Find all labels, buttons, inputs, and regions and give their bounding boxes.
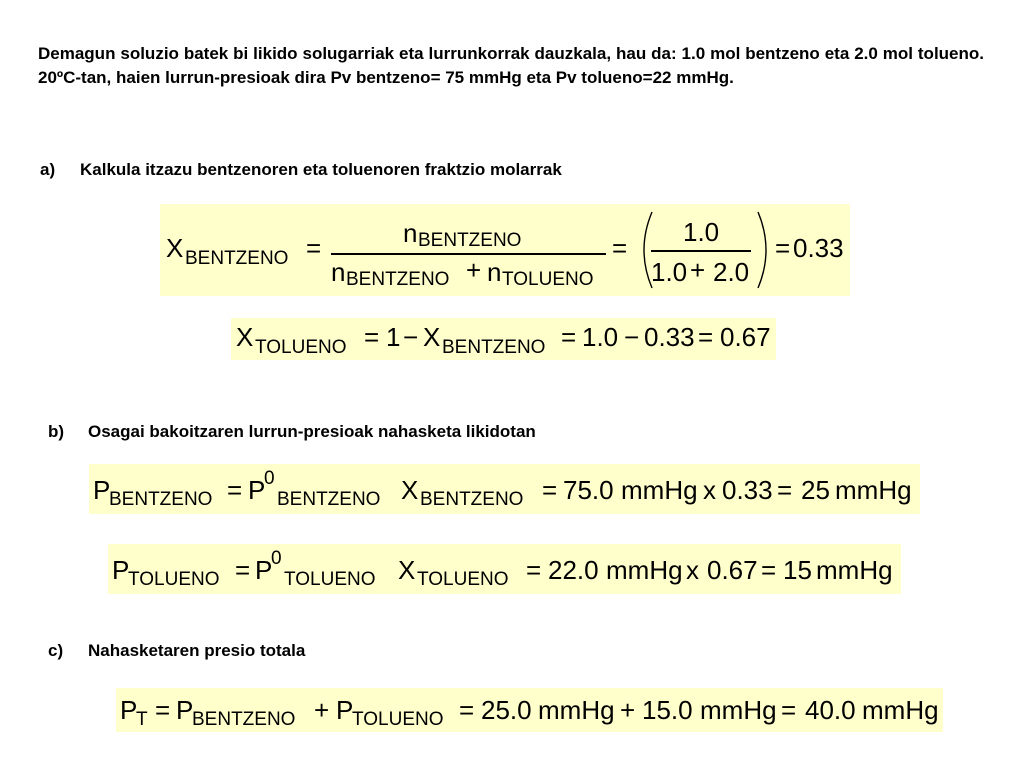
eq1-equals-3: = [775,233,791,263]
eq4-times: x [686,555,699,585]
eq4-p0: P [255,555,273,585]
section-a-title: Kalkula itzazu bentzenoren eta toluenoren fraktzio molarrak [80,160,562,179]
eq5-pt-subscript: TOLUENO [352,709,444,730]
eq3-equals-3: = [777,475,793,505]
eq1-number-fraction-bar [651,250,751,252]
eq4-value: 22.0 [548,555,599,585]
eq4-result: 15 [783,555,812,585]
eq1-fraction-denominator-a: 1.0 [651,257,688,287]
section-c-marker: c) [48,641,64,660]
eq1-x: X [166,233,184,263]
eq4-x-subscript: TOLUENO [417,569,509,590]
eq3-fraction: 0.33 [722,475,773,505]
eq4-result-unit: mmHg [816,555,893,585]
eq3-equals-1: = [227,475,243,505]
eq3-p0-subscript: BENTZENO [277,489,381,510]
equation-mole-fraction-benzene [160,204,850,296]
eq5-equals-1: = [155,695,171,725]
eq1-denominator-n2: n [487,257,502,287]
eq4-unit: mmHg [606,555,683,585]
eq3-x-subscript: BENTZENO [420,489,524,510]
eq4-fraction: 0.67 [707,555,758,585]
eq1-fraction-numerator: 1.0 [683,217,720,247]
eq5-b-unit: mmHg [700,695,777,725]
eq1-fraction-plus: + [690,255,706,285]
section-b-marker: b) [48,422,65,441]
eq2-equals-1: = [364,322,380,352]
eq1-denominator-n1: n [331,257,346,287]
eq5-pt: P [336,695,354,725]
section-b-heading [48,421,536,443]
eq2-x2-subscript: BENTZENO [442,337,546,358]
eq2-one: 1 [386,322,401,352]
section-a-heading [40,159,562,181]
eq3-result-unit: mmHg [835,475,912,505]
eq5-a: 25.0 [481,695,532,725]
eq2-result: 0.67 [720,322,771,352]
eq2-minus-1: − [403,322,419,352]
eq4-equals-3: = [761,555,777,585]
eq5-plus-2: + [620,695,636,725]
eq3-p0: P [248,475,266,505]
section-b-title: Osagai bakoitzaren lurrun-presioak nahasketa likidotan [88,422,536,441]
eq1-denominator-subscript-1: BENTZENO [346,269,450,290]
eq5-equals-2: = [459,695,475,725]
eq2-a: 1.0 [582,322,619,352]
eq3-p: P [93,475,111,505]
eq1-equals-1: = [306,233,322,263]
eq4-equals-2: = [526,555,542,585]
eq1-plus: + [466,255,482,285]
equation-mole-fraction-toluene [231,318,776,360]
intro-paragraph: Demagun soluzio batek bi likido solugarriak eta lurrunkorrak dauzkala, hau da: 1.0 mol bentzeno eta 2.0 mol tolueno. 20ºC-tan, haien lurrun-presioak dira Pv bentzeno= 75 mmHg eta Pv tolueno=22 mmHg. [38,44,984,87]
eq2-minus-2: − [624,322,640,352]
eq3-value: 75.0 [563,475,614,505]
eq1-result: 0.33 [793,233,844,263]
eq5-a-unit: mmHg [538,695,615,725]
eq5-b: 15.0 [642,695,693,725]
eq5-p-subscript: T [136,709,148,730]
eq5-equals-3: = [781,695,797,725]
eq4-equals-1: = [235,555,251,585]
eq5-result: 40.0 [805,695,856,725]
eq2-x: X [236,322,254,352]
eq1-numerator-n: n [403,218,418,248]
eq4-x: X [398,555,416,585]
eq1-x-subscript: BENTZENO [185,248,289,269]
eq3-unit: mmHg [621,475,698,505]
equation-total-pressure [116,688,943,732]
eq4-p0-superscript: 0 [271,548,282,569]
eq2-x-subscript: TOLUENO [255,337,347,358]
eq5-pb: P [176,695,194,725]
equation-partial-pressure-toluene [108,544,901,594]
eq3-equals-2: = [542,475,558,505]
section-c-heading [48,640,305,662]
eq3-x: X [401,475,419,505]
eq5-p: P [120,695,138,725]
eq1-denominator-subscript-2: TOLUENO [502,269,594,290]
eq1-fraction-denominator-b: 2.0 [713,257,750,287]
section-a-marker: a) [40,160,56,179]
eq4-p0-subscript: TOLUENO [284,569,376,590]
equation-partial-pressure-benzene [89,464,920,514]
eq5-pb-subscript: BENTZENO [192,709,296,730]
eq2-x2: X [423,322,441,352]
eq2-b: 0.33 [644,322,695,352]
eq4-p: P [112,555,130,585]
eq3-p0-superscript: 0 [264,468,275,489]
eq5-plus-1: + [314,695,330,725]
eq3-times: x [703,475,716,505]
eq4-p-subscript: TOLUENO [128,569,220,590]
eq3-result: 25 [801,475,830,505]
eq3-p-subscript: BENTZENO [109,489,213,510]
eq1-numerator-subscript: BENTZENO [418,230,522,251]
eq5-result-unit: mmHg [862,695,939,725]
eq1-equals-2: = [612,233,628,263]
eq2-equals-2: = [561,322,577,352]
section-c-title: Nahasketaren presio totala [88,641,306,660]
eq2-equals-3: = [698,322,714,352]
